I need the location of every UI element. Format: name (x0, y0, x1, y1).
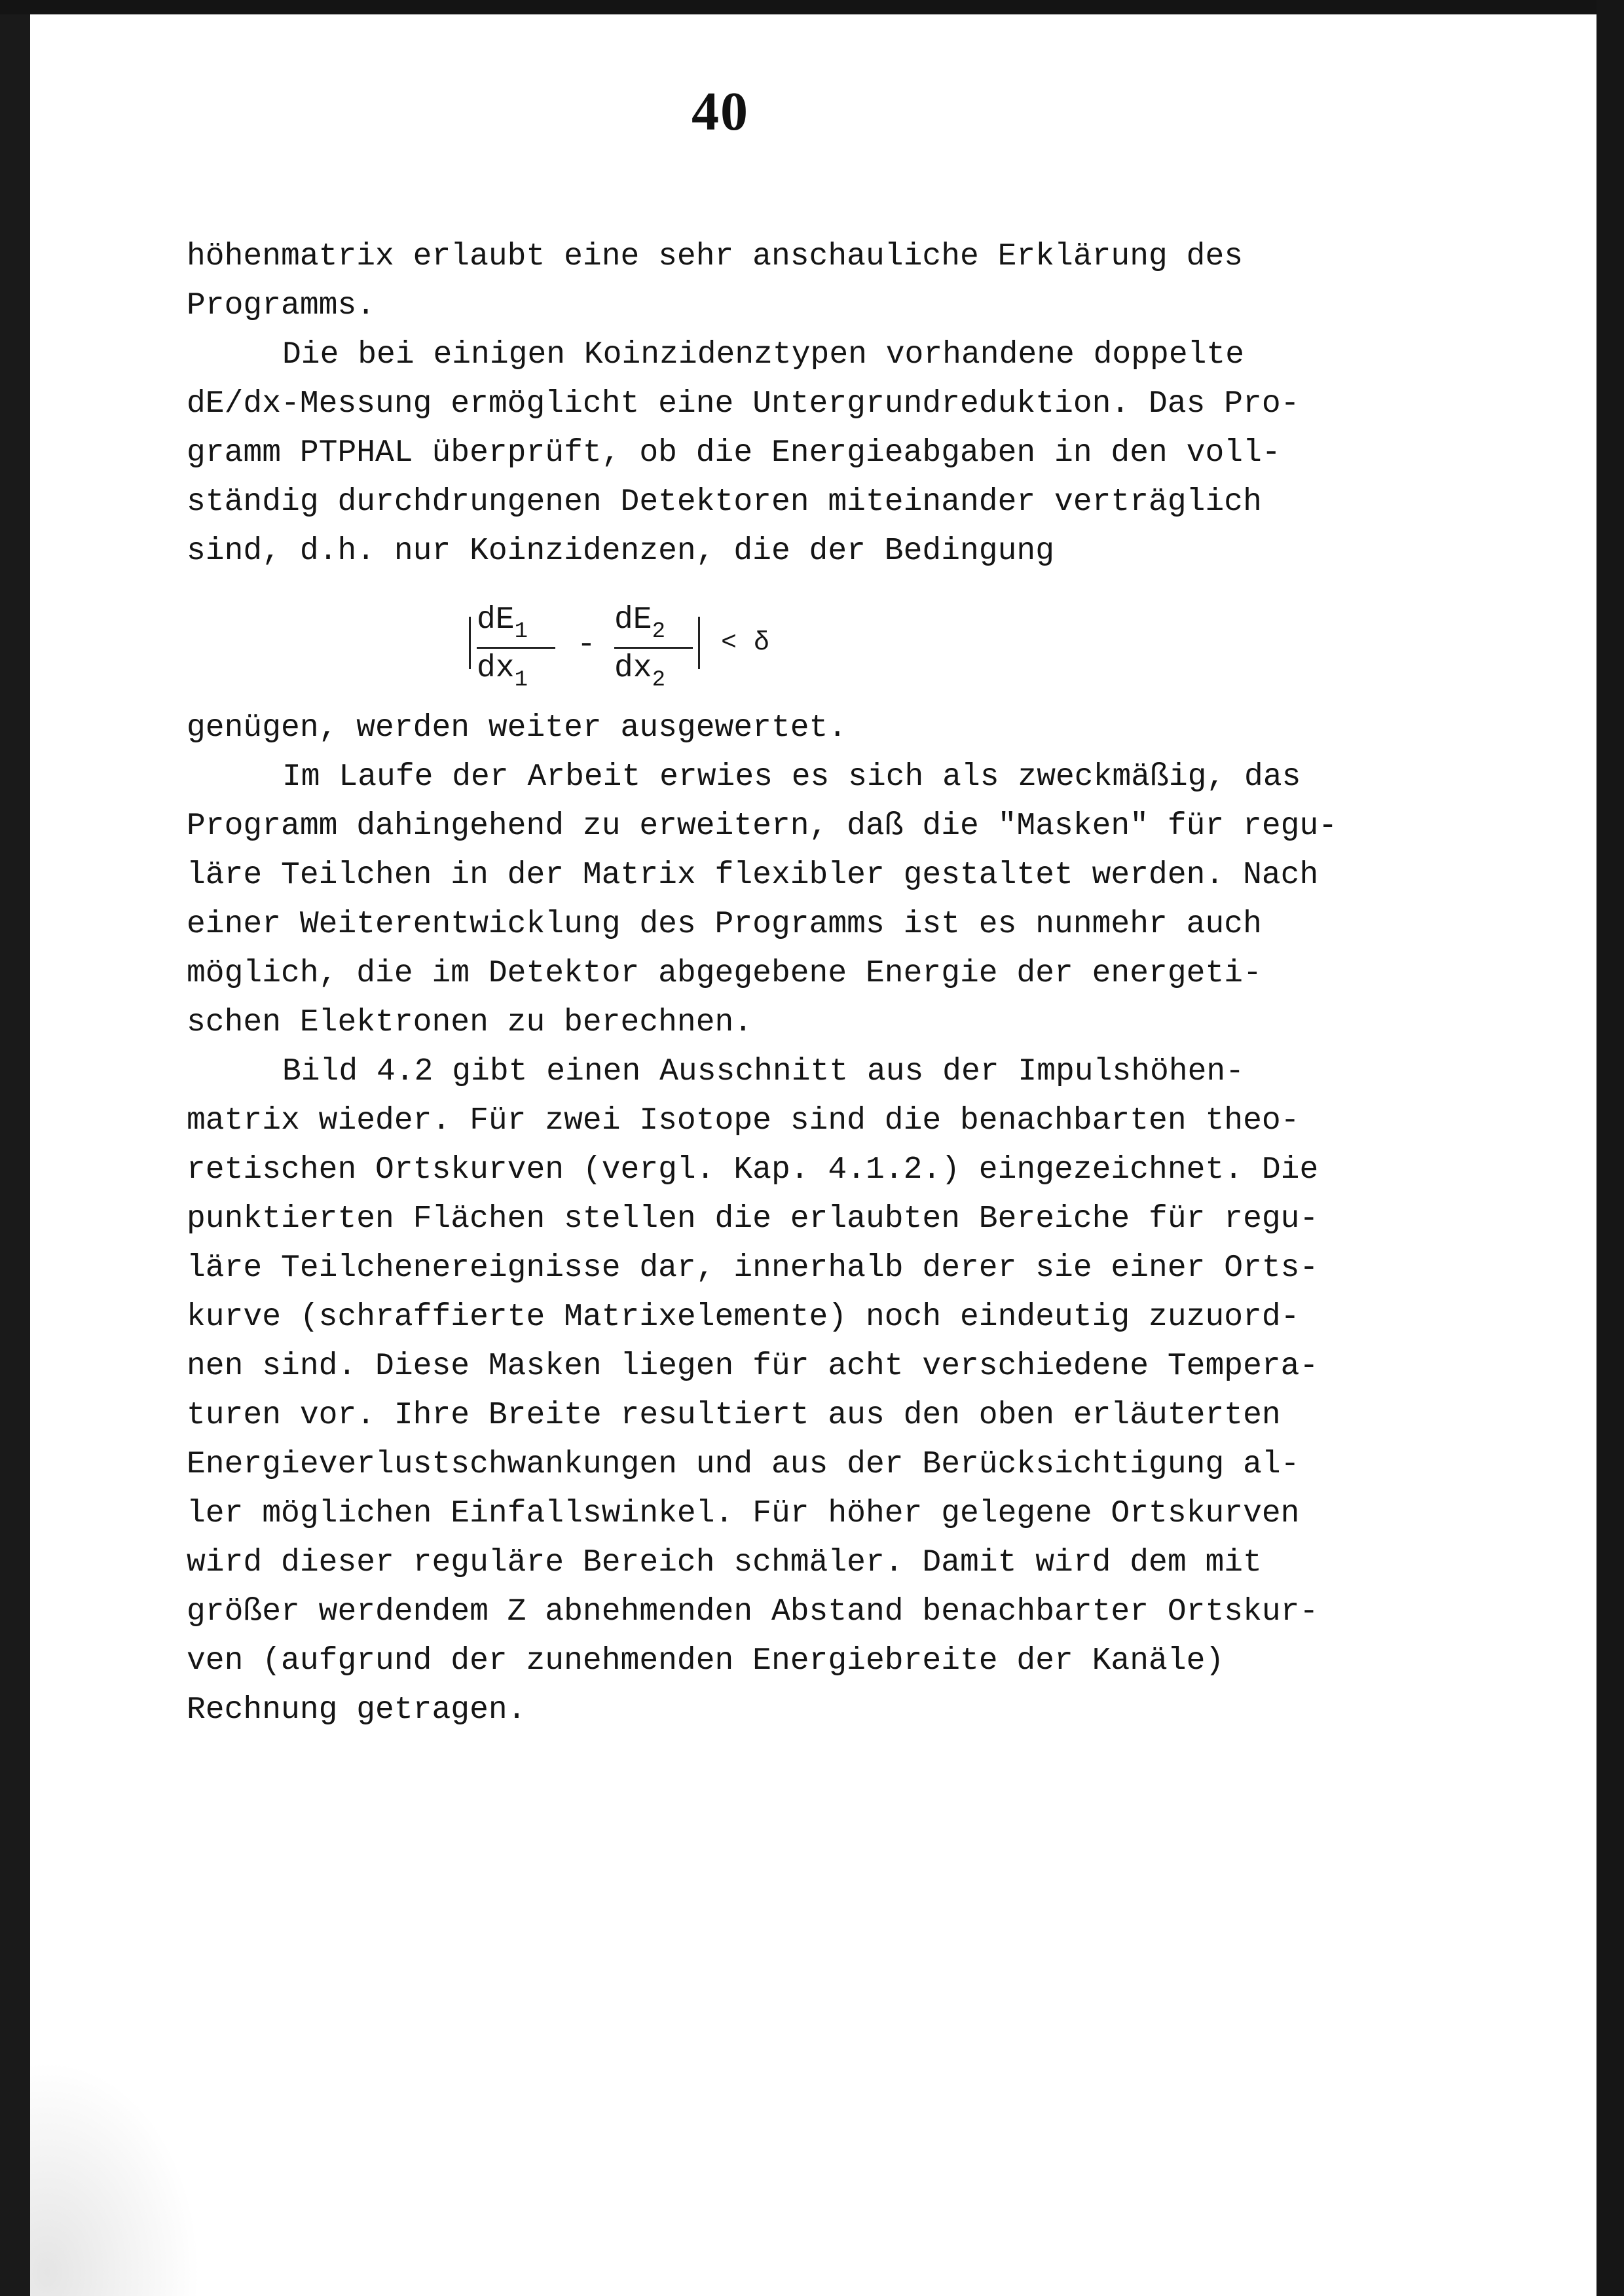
text-line: ständig durchdrungenen Detektoren miteinander verträglich (187, 484, 1262, 520)
fraction-2-rule (614, 647, 693, 649)
text-line: größer werdendem Z abnehmenden Abstand benachbarter Ortskur- (187, 1594, 1319, 1630)
text-line: Bild 4.2 gibt einen Ausschnitt aus der Impulshöhen- (282, 1054, 1245, 1089)
scan-border-top (0, 0, 1624, 14)
condition-formula (462, 602, 855, 701)
text-line: wird dieser reguläre Bereich schmäler. Damit wird dem mit (187, 1545, 1262, 1580)
text-line: retischen Ortskurven (vergl. Kap. 4.1.2.) eingezeichnet. Die (187, 1152, 1319, 1188)
text-line: Rechnung getragen. (187, 1692, 526, 1728)
text-line: ler möglichen Einfallswinkel. Für höher gelegene Ortskurven (187, 1496, 1300, 1531)
abs-bar-right (698, 617, 700, 669)
minus-sign: - (577, 627, 596, 663)
text-line: dE/dx-Messung ermöglicht eine Untergrundreduktion. Das Pro- (187, 386, 1300, 422)
text-line: ven (aufgrund der zunehmenden Energiebreite der Kanäle) (187, 1643, 1225, 1679)
text-line: turen vor. Ihre Breite resultiert aus den oben erläuterten (187, 1398, 1281, 1433)
text-line: läre Teilchen in der Matrix flexibler gestaltet werden. Nach (187, 858, 1319, 893)
scan-noise (30, 2060, 200, 2296)
text-line: Energieverlustschwankungen und aus der Berücksichtigung al- (187, 1447, 1300, 1482)
text-line: genügen, werden weiter ausgewertet. (187, 710, 847, 746)
text-line: sind, d.h. nur Koinzidenzen, die der Bedingung (187, 534, 1055, 569)
text-line: Programm dahingehend zu erweitern, daß die "Masken" für regu- (187, 809, 1338, 844)
less-than-sign: < (721, 629, 737, 658)
fraction-2-denominator: $dx_2$ (614, 651, 666, 693)
fraction-1-denominator: $dx_1$ (477, 651, 528, 693)
document-page (30, 14, 1596, 2296)
text-line: höhenmatrix erlaubt eine sehr anschauliche Erklärung des (187, 239, 1244, 274)
text-line: matrix wieder. Für zwei Isotope sind die benachbarten theo- (187, 1103, 1300, 1139)
text-line: Die bei einigen Koinzidenztypen vorhandene doppelte (282, 337, 1245, 373)
page-number: 40 (692, 81, 749, 142)
text-line: schen Elektronen zu berechnen. (187, 1005, 753, 1040)
text-line: punktierten Flächen stellen die erlaubten Bereiche für regu- (187, 1201, 1319, 1237)
text-line: Im Laufe der Arbeit erwies es sich als zweckmäßig, das (282, 759, 1301, 795)
fraction-2-numerator: $dE_2$ (614, 602, 666, 644)
fraction-1-rule (477, 647, 555, 649)
text-line: nen sind. Diese Masken liegen für acht verschiedene Tempera- (187, 1349, 1319, 1384)
text-line: läre Teilchenereignisse dar, innerhalb derer sie einer Orts- (187, 1250, 1319, 1286)
scan-border-right (1596, 0, 1624, 2296)
text-line: einer Weiterentwicklung des Programms ist es nunmehr auch (187, 907, 1262, 942)
delta-symbol: δ (754, 629, 770, 658)
text-line: möglich, die im Detektor abgegebene Energie der energeti- (187, 956, 1262, 991)
text-line: kurve (schraffierte Matrixelemente) noch eindeutig zuzuord- (187, 1300, 1300, 1335)
abs-bar-left (469, 617, 471, 669)
text-line: Programms. (187, 288, 376, 323)
text-line: gramm PTPHAL überprüft, ob die Energieabgaben in den voll- (187, 435, 1281, 471)
fraction-1-numerator: $dE_1$ (477, 602, 528, 644)
